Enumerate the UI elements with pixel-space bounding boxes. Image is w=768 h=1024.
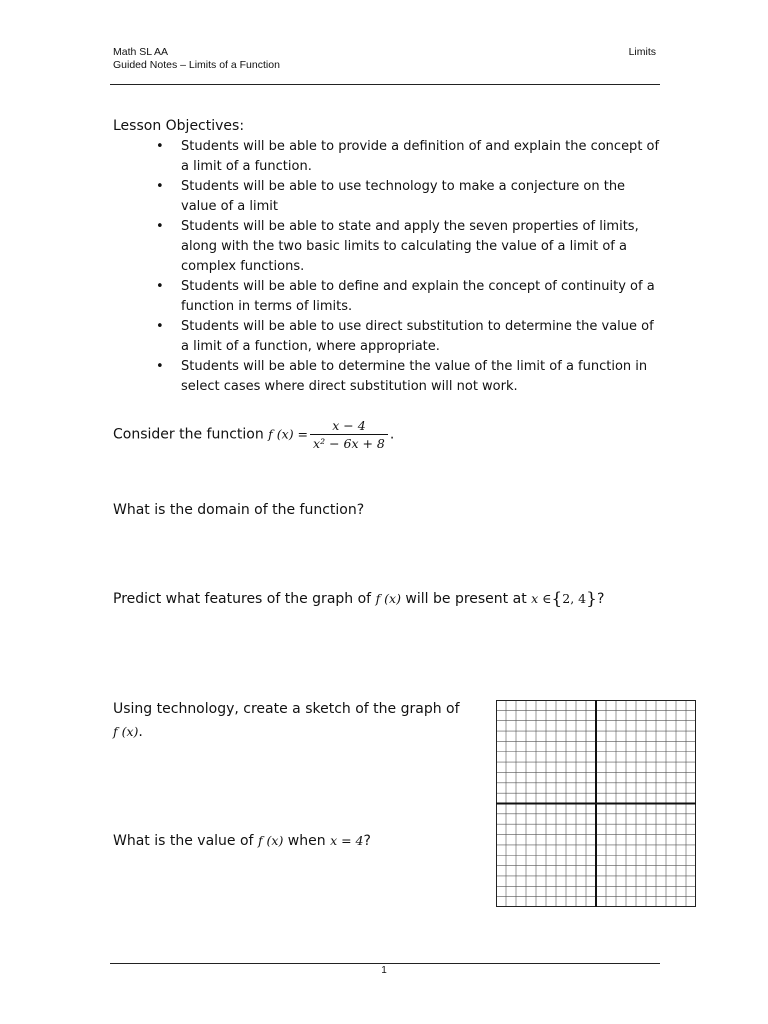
page-number: 1 <box>381 965 387 976</box>
objective-item <box>152 277 662 317</box>
bullet-icon: • <box>156 139 164 154</box>
q1-prefix: Consider the function <box>113 426 264 443</box>
fraction-denominator: x² − 6x + 8 <box>313 436 385 451</box>
question-sketch-function-line <box>113 724 143 740</box>
q1-suffix: . <box>389 426 395 443</box>
q3-middle: will be present at <box>405 591 527 607</box>
bullet-icon: • <box>156 319 164 334</box>
q4-function: f (x) <box>113 724 139 739</box>
fraction-numerator: x − 4 <box>310 418 388 435</box>
question-predict-features <box>113 589 604 609</box>
bullet-icon: • <box>156 359 164 374</box>
header-topic: Limits <box>628 46 656 58</box>
q3-set: {2, 4} <box>551 589 597 609</box>
objective-item <box>152 217 662 277</box>
bullet-icon: • <box>156 219 164 234</box>
bullet-icon: • <box>156 279 164 294</box>
header-divider <box>110 84 660 85</box>
q3-prefix: Predict what features of the graph of <box>113 591 372 607</box>
q3-function: f (x) <box>375 591 401 606</box>
q5-suffix: ? <box>363 833 371 849</box>
objective-text: Students will be able to use direct substitution to determine the value of a limit of a function, where appropriate. <box>181 319 654 354</box>
q5-middle: when <box>287 833 326 849</box>
question-domain: What is the domain of the function? <box>113 502 365 518</box>
objectives-list <box>152 137 662 397</box>
function-lhs: f (x) = <box>268 426 309 442</box>
bullet-icon: • <box>156 179 164 194</box>
q3-suffix: ? <box>596 591 605 607</box>
coordinate-grid <box>496 700 697 908</box>
footer-divider <box>110 963 660 964</box>
question-sketch-graph: Using technology, create a sketch of the graph of <box>113 701 460 717</box>
q5-condition: x = 4 <box>330 833 364 848</box>
objective-text: Students will be able to determine the value of the limit of a function in select cases where direct substitution will not work. <box>181 359 648 394</box>
objective-text: Students will be able to provide a definition of and explain the concept of a limit of a function. <box>181 139 660 174</box>
objective-item <box>152 137 662 177</box>
header-left <box>113 46 280 72</box>
q5-prefix: What is the value of <box>113 833 254 849</box>
q5-function: f (x) <box>257 833 284 848</box>
course-name: Math SL AA <box>113 46 169 58</box>
notes-subtitle: Guided Notes – Limits of a Function <box>113 59 280 71</box>
objective-text: Students will be able to define and explain the concept of continuity of a function in terms of limits. <box>181 279 655 314</box>
question-value-at-four <box>113 833 371 849</box>
q3-set-values: 2, 4 <box>562 591 587 606</box>
objective-item <box>152 177 662 217</box>
objective-text: Students will be able to state and apply the seven properties of limits, along with the two basic limits to calculating the value of a limit of a complex functions. <box>181 219 639 274</box>
question-function-definition <box>113 418 394 451</box>
objective-text: Students will be able to use technology to make a conjecture on the value of a limit <box>181 179 626 214</box>
objective-item <box>152 357 662 397</box>
q3-variable: x ∈ <box>531 591 552 606</box>
objectives-title: Lesson Objectives: <box>113 118 245 134</box>
q4-suffix: . <box>138 724 143 740</box>
function-fraction <box>310 418 388 451</box>
objective-item <box>152 317 662 357</box>
